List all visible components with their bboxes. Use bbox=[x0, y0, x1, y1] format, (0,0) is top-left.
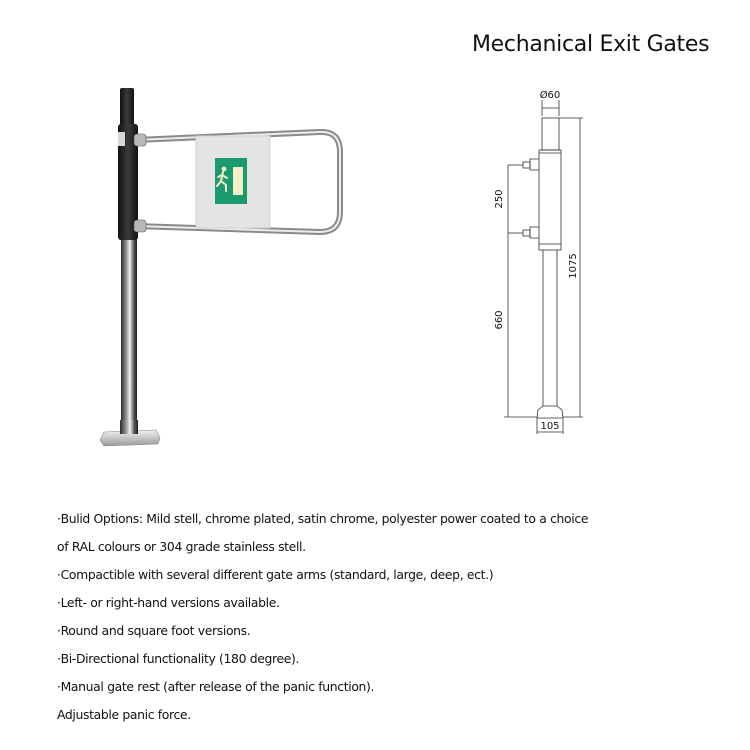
arm-spacing-label: 250 bbox=[494, 189, 505, 209]
lower-height-label: 660 bbox=[494, 310, 505, 330]
feature-line: ·Round and square foot versions. bbox=[57, 623, 251, 638]
feature-line: ·Left- or right-hand versions available. bbox=[57, 595, 280, 610]
feature-list bbox=[57, 505, 617, 729]
page-title: Mechanical Exit Gates bbox=[472, 32, 710, 57]
exit-sign-icon bbox=[215, 158, 247, 204]
feature-line: ·Bulid Options: Mild stell, chrome plated, satin chrome, polyester power coated to a choice bbox=[57, 511, 589, 526]
product-image bbox=[90, 80, 360, 460]
base-width-label: 105 bbox=[540, 421, 560, 432]
feature-line: ·Compactible with several different gate arms (standard, large, deep, ect.) bbox=[57, 567, 494, 582]
feature-line: ·Bi-Directional functionality (180 degree). bbox=[57, 651, 300, 666]
feature-line: Adjustable panic force. bbox=[57, 707, 191, 722]
feature-line: ·Manual gate rest (after release of the panic function). bbox=[57, 679, 375, 694]
feature-line: of RAL colours or 304 grade stainless stell. bbox=[57, 539, 306, 554]
total-height-label: 1075 bbox=[568, 253, 579, 279]
technical-drawing bbox=[480, 80, 600, 440]
diameter-label: Ø60 bbox=[539, 90, 561, 101]
